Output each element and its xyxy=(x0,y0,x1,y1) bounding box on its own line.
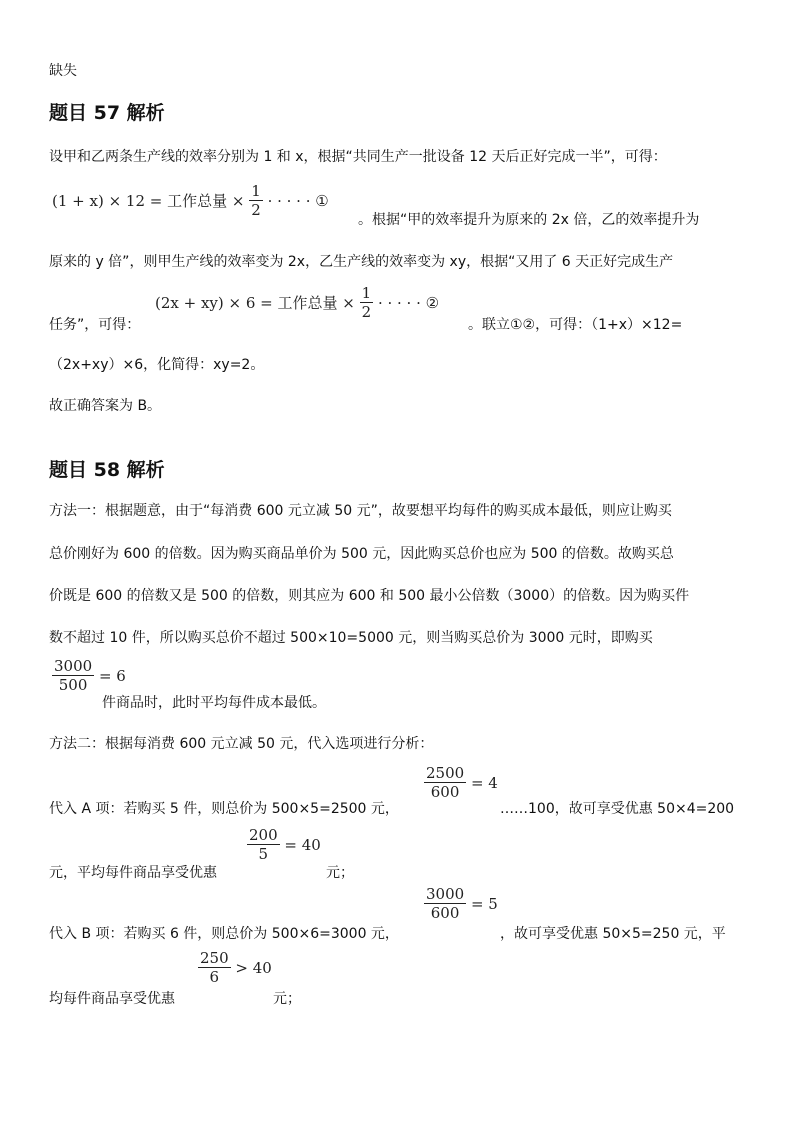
q58-method2-title: 方法二：根据每消费 600 元立减 50 元，代入选项进行分析： xyxy=(49,736,434,752)
q57-paragraph-1: 设甲和乙两条生产线的效率分别为 1 和 x，根据“共同生产一批设备 12 天后正好完成一半”，可得： xyxy=(49,149,667,165)
q58-option-b-line2b: 元； xyxy=(273,991,301,1007)
q58-title: 题目 58 解析 xyxy=(49,459,165,481)
f1-fraction xyxy=(52,657,94,694)
f3-numerator: 200 xyxy=(249,826,278,844)
missing-note: 缺失 xyxy=(49,63,77,79)
q58-fraction-1 xyxy=(52,657,126,694)
f3-denominator: 5 xyxy=(247,844,280,863)
q58-option-b-line1: 代入 B 项：若购买 6 件，则总价为 500×6=3000 元， xyxy=(49,926,399,942)
f3-fraction xyxy=(247,826,280,863)
f4-numerator: 3000 xyxy=(426,885,465,903)
q58-fraction-3 xyxy=(247,826,321,863)
eq2-tail: · · · · · ② xyxy=(377,293,440,312)
f2-denominator: 600 xyxy=(424,782,466,801)
q58-option-a-line2b: 元； xyxy=(326,865,354,881)
eq1-denominator: 2 xyxy=(251,201,261,219)
q58-option-b-tail: ，故可享受优惠 50×5=250 元，平 xyxy=(500,926,726,942)
q58-method1-line4: 数不超过 10 件，所以购买总价不超过 500×10=5000 元，则当购买总价为 3000 元时，即购买 xyxy=(49,630,653,646)
f1-denominator: 500 xyxy=(52,675,94,694)
eq1-tail: · · · · · ① xyxy=(267,191,329,210)
q58-option-a-line1: 代入 A 项：若购买 5 件，则总价为 500×5=2500 元， xyxy=(49,801,399,817)
q57-title: 题目 57 解析 xyxy=(49,102,165,124)
f3-rhs: = 40 xyxy=(284,835,321,854)
f4-rhs: = 5 xyxy=(470,894,498,913)
q57-equation-2 xyxy=(155,284,439,321)
q57-paragraph-3a: 任务”，可得： xyxy=(49,317,141,333)
f5-rhs: > 40 xyxy=(235,958,272,977)
eq1-fraction xyxy=(249,182,263,219)
q58-option-a-tail: ……100，故可享受优惠 50×4=200 xyxy=(500,801,735,817)
q57-paragraph-4: （2x+xy）×6，化简得：xy=2。 xyxy=(49,357,265,373)
q57-paragraph-3b: 。联立①②，可得：（1+x）×12= xyxy=(468,317,683,333)
f1-rhs: = 6 xyxy=(98,666,126,685)
q57-paragraph-2b: 原来的 y 倍”，则甲生产线的效率变为 2x，乙生产线的效率变为 xy，根据“又用了 6 天正好完成生产 xyxy=(49,254,674,270)
q57-answer: 故正确答案为 B。 xyxy=(49,398,162,414)
eq1-numerator: 1 xyxy=(251,182,261,200)
f1-numerator: 3000 xyxy=(54,657,93,675)
f4-fraction xyxy=(424,885,466,922)
f4-denominator: 600 xyxy=(424,903,466,922)
q57-equation-1 xyxy=(52,182,329,219)
q58-method1-line5: 件商品时，此时平均每件成本最低。 xyxy=(102,695,326,711)
q58-fraction-2 xyxy=(424,764,498,801)
eq1-lhs: (1 + x) × 12 = 工作总量 × xyxy=(52,192,245,210)
q57-paragraph-2a: 。根据“甲的效率提升为原来的 2x 倍，乙的效率提升为 xyxy=(358,212,700,228)
f2-rhs: = 4 xyxy=(470,773,498,792)
q58-method1-line3: 价既是 600 的倍数又是 500 的倍数，则其应为 600 和 500 最小公倍数（3000）的倍数。因为购买件 xyxy=(49,588,690,604)
q58-option-a-line2a: 元，平均每件商品享受优惠 xyxy=(49,865,217,881)
f5-fraction xyxy=(198,949,231,986)
eq2-fraction xyxy=(360,284,374,321)
eq2-denominator: 2 xyxy=(361,303,372,321)
q58-fraction-5 xyxy=(198,949,272,986)
q58-fraction-4 xyxy=(424,885,498,922)
q58-option-b-line2a: 均每件商品享受优惠 xyxy=(49,991,175,1007)
eq2-lhs: (2x + xy) × 6 = 工作总量 × xyxy=(155,294,355,312)
f2-fraction xyxy=(424,764,466,801)
q58-method1-line2: 总价刚好为 600 的倍数。因为购买商品单价为 500 元，因此购买总价也应为 500 的倍数。故购买总 xyxy=(49,546,674,562)
q58-method1-line1: 方法一：根据题意，由于“每消费 600 元立减 50 元”，故要想平均每件的购买成本最低，则应让购买 xyxy=(49,503,672,519)
f2-numerator: 2500 xyxy=(426,764,465,782)
f5-numerator: 250 xyxy=(200,949,229,967)
eq2-numerator: 1 xyxy=(361,284,372,302)
f5-denominator: 6 xyxy=(198,967,231,986)
